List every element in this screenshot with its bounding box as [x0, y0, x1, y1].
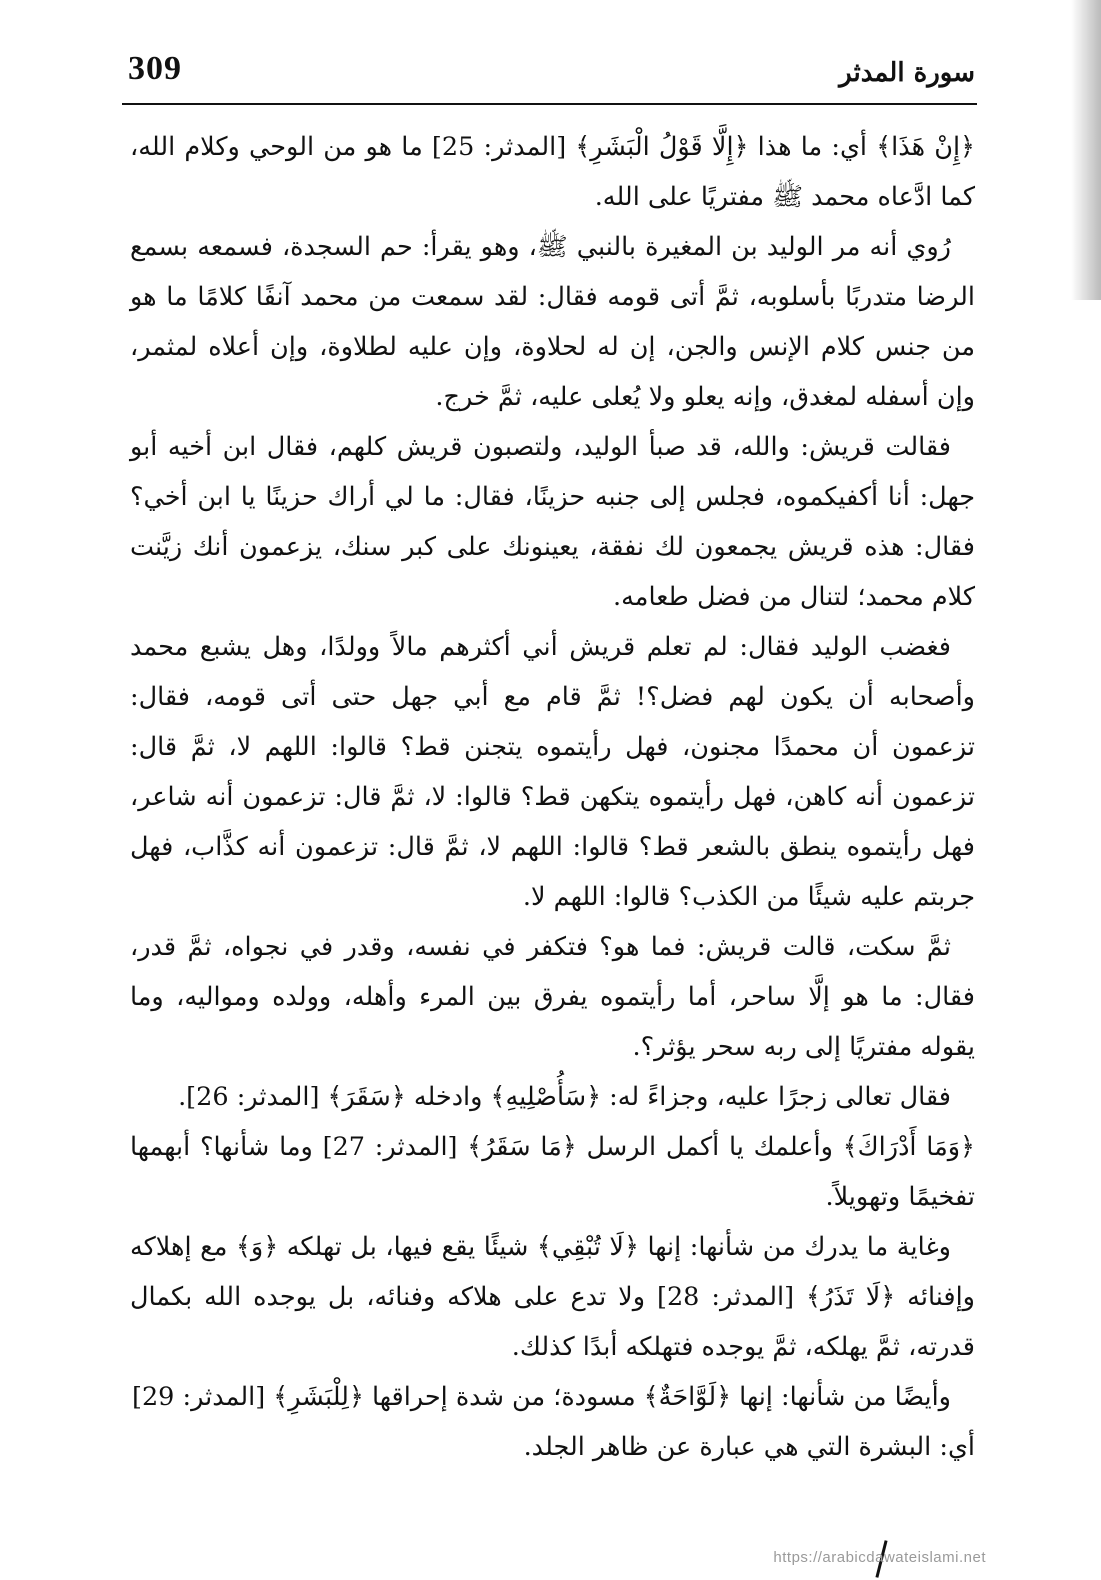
paragraph-5: ثمَّ سكت، قالت قريش: فما هو؟ فتكفر في نفسه، وقدر في نجواه، ثمَّ قدر، فقال: ما هو إلَّا ساحر، أما رأيتموه يفرق بين المرء وأهله، وولده ومواليه، وما يقوله مفتريًا إلى ربه سحر يؤثر؟. — [130, 932, 975, 1062]
paragraph-7: ﴿وَمَا أَدْرَاكَ﴾ وأعلمك يا أكمل الرسل ﴿مَا سَقَرُ﴾ [المدثر: 27] وما شأنها؟ أبهمها تفخيمًا وتهويلاً. — [130, 1132, 975, 1212]
paragraph-3: فقالت قريش: والله، قد صبأ الوليد، ولتصبون قريش كلهم، فقال ابن أخيه أبو جهل: أنا أكفيكموه، فجلس إلى جنبه حزينًا، فقال: ما لي أراك حزينًا يا ابن أخي؟ فقال: هذه قريش يجمعون لك نفقة، يعينونك على كبر سنك، يزعمون أنك زيَّنت كلام محمد؛ لتنال من فضل طعامه. — [130, 432, 975, 612]
running-title: سورة المدثر — [839, 58, 975, 88]
paragraph-4: فغضب الوليد فقال: لم تعلم قريش أني أكثرهم مالاً وولدًا، وهل يشبع محمد وأصحابه أن يكون لهم فضل؟! ثمَّ قام مع أبي جهل حتى أتى قومه، فقال: تزعمون أن محمدًا مجنون، فهل رأيتموه يتجنن قط؟ قالوا: اللهم لا، ثمَّ قال: تزعمون أنه كاهن، فهل رأيتموه يتكهن قط؟ قالوا: لا، ثمَّ قال: تزعمون أنه شاعر، فهل رأيتموه ينطق بالشعر قط؟ قالوا: اللهم لا، ثمَّ قال: تزعمون أنه كذَّاب، فهل جربتم عليه شيئًا من الكذب؟ قالوا: اللهم لا. — [130, 632, 975, 912]
page-header — [122, 48, 977, 105]
page-number: 309 — [128, 50, 182, 87]
paragraph-1: ﴿إِنْ هَذَا﴾ أي: ما هذا ﴿إِلَّا قَوْلُ الْبَشَرِ﴾ [المدثر: 25] ما هو من الوحي وكلام الله، كما ادَّعاه محمد ﷺ مفتريًا على الله. — [130, 132, 975, 212]
paragraph-8: وغاية ما يدرك من شأنها: إنها ﴿لَا تُبْقِي﴾ شيئًا يقع فيها، بل تهلكه ﴿وَ﴾ مع إهلاكه وإفنائه ﴿لَا تَذَرُ﴾ [المدثر: 28] ولا تدع على هلاكه وفنائه، بل يوجده الله بكمال قدرته، ثمَّ يهلكه، ثمَّ يوجده فتهلكه أبدًا كذلك. — [130, 1232, 975, 1362]
paragraph-6: فقال تعالى زجرًا عليه، وجزاءً له: ﴿سَأُصْلِيهِ﴾ وادخله ﴿سَقَرَ﴾ [المدثر: 26]. — [178, 1082, 951, 1112]
scan-edge-shadow — [1071, 0, 1101, 300]
body-text — [130, 122, 975, 1472]
paragraph-2: رُوي أنه مر الوليد بن المغيرة بالنبي ﷺ، وهو يقرأ: حم السجدة، فسمعه بسمع الرضا متدربًا بأسلوبه، ثمَّ أتى قومه فقال: لقد سمعت من محمد آنفًا كلامًا ما هو من جنس كلام الإنس والجن، إن له لحلاوة، وإن عليه لطلاوة، وإن أعلاه لمثمر، وإن أسفله لمغدق، وإنه يعلو ولا يُعلى عليه، ثمَّ خرج. — [130, 232, 975, 412]
paragraph-9: وأيضًا من شأنها: إنها ﴿لَوَّاحَةٌ﴾ مسودة؛ من شدة إحراقها ﴿لِلْبَشَرِ﴾ [المدثر: 29] أي: البشرة التي هي عبارة عن ظاهر الجلد. — [131, 1382, 975, 1462]
watermark-url: https://arabicdawateislami.net — [773, 1549, 986, 1566]
